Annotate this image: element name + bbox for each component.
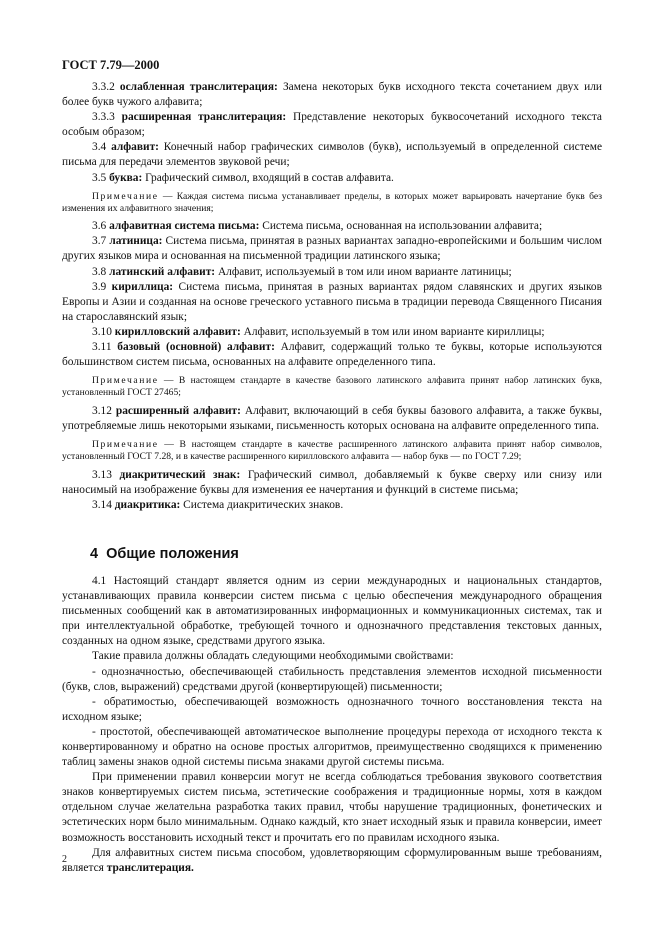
definition-3-3-2	[62, 80, 602, 110]
def-text: Алфавит, содержащий только те буквы, которые используются большинством систем письма, основанных на алфавите определенного типа.	[62, 341, 603, 369]
def-text: Алфавит, используемый в том или ином варианте латиницы;	[215, 265, 512, 278]
definition-3-3-3	[62, 110, 602, 140]
note-label: Примечание	[92, 190, 159, 202]
def-text: Алфавит, используемый в том или ином варианте кириллицы;	[240, 325, 545, 338]
def-term: диакритика:	[114, 498, 181, 511]
definition-3-8	[62, 265, 602, 280]
def-number: 3.6	[92, 220, 107, 233]
definition-3-13	[62, 468, 602, 498]
section-heading	[62, 547, 602, 562]
paragraph-transliteration	[62, 846, 602, 876]
def-number: 3.14	[92, 498, 112, 511]
def-term: латиница:	[109, 235, 163, 248]
def-number: 3.9	[92, 280, 107, 293]
note-1	[62, 191, 602, 216]
def-term: расширенная транслитерация:	[121, 111, 287, 124]
def-term: алфавитная система письма:	[109, 220, 260, 233]
note-text: — В настоящем стандарте в качестве базового латинского алфавита принят набор латинских букв, установленный ГОСТ 27465;	[62, 375, 602, 399]
definition-3-9	[62, 280, 602, 325]
definition-3-7	[62, 234, 602, 264]
list-item-reversibility: - обратимостью, обеспечивающей возможность однозначного точного восстановления текста на исходном языке;	[62, 695, 602, 723]
def-term: кирилловский алфавит:	[114, 325, 241, 338]
document-header: ГОСТ 7.79—2000	[62, 58, 160, 72]
note-text: — Каждая система письма устанавливает пределы, в которых может варьировать начертание букв без изменения их алфавитного значения;	[62, 190, 602, 214]
def-number: 3.8	[92, 265, 107, 278]
def-number: 3.4	[92, 141, 107, 154]
def-number: 3.3.3	[92, 111, 115, 124]
section-number: 4	[90, 545, 99, 562]
def-text: Система письма, принятая в разных вариантах западно-европейскими и большим числом других языков мира и основанная на письменной традиции латинского языка;	[62, 235, 602, 263]
def-text: Система диакритических знаков.	[180, 498, 344, 511]
definition-3-6	[62, 219, 602, 234]
note-3	[62, 439, 602, 464]
definition-3-4	[62, 140, 602, 170]
paragraph-term: транслитерация.	[106, 861, 194, 874]
def-number: 3.11	[92, 341, 112, 353]
paragraph-4-1: 4.1 Настоящий стандарт является одним из серии международных и национальных стандартов, устанавливающих правила конверсии систем письма с целью обеспечения международного обращения письменных сообщений как в автоматизированных информационных и коммуникационных системах, так и при интеллектуальной обработке, требующей точного и однозначного представления текстовых данных, созданных на одном языке, средствами другого языка.	[62, 574, 602, 648]
def-text: Алфавит, включающий в себя буквы базового алфавита, а также буквы, употребляемые лишь некоторыми языками, письменность которых основана на алфавите определенного типа.	[62, 404, 602, 432]
def-term: диакритический знак:	[119, 468, 241, 481]
note-text: — В настоящем стандарте в качестве расширенного латинского алфавита принят набор символов, установленный ГОСТ 7.28, и в качестве расширенного кирилловского алфавита — набор букв — по ГОСТ 7.29;	[62, 438, 602, 463]
def-number: 3.7	[92, 235, 107, 248]
note-label: Примечание	[92, 375, 159, 387]
def-term: базовый (основной) алфавит:	[117, 341, 275, 353]
paragraph-conversion-rules: При применении правил конверсии могут не всегда соблюдаться требования звукового соответствия знаков конвертируемых систем письма, эстетические соображения и традиционные нормы, хотя в каждом отдельном случае желательна разработка таких правил, чтобы нарушение традиционных, фонетических и эстетических норм было минимальным. Однако каждый, кто знает исходный язык и правила конверсии, имеет возможность восстановить исходный текст и прочитать его по правилам исходного языка.	[62, 771, 602, 844]
document-body	[62, 80, 602, 876]
definition-3-14	[62, 498, 602, 513]
def-number: 3.10	[92, 325, 112, 338]
definition-3-5	[62, 171, 602, 186]
definition-3-12	[62, 404, 602, 434]
def-text: Графический символ, входящий в состав алфавита.	[142, 171, 394, 184]
def-text: Конечный набор графических символов (букв), используемый в определенной системе письма для передачи элементов звуковой речи;	[62, 141, 602, 169]
def-number: 3.12	[92, 404, 112, 417]
def-number: 3.3.2	[92, 81, 115, 93]
def-text: Система письма, принятая в разных вариантах рядом славянских и других языков Европы и Азии и созданная на основе греческого уставного письма в традиции перевода Священного Писания на старославянский язык;	[62, 280, 602, 323]
note-2	[62, 375, 602, 400]
list-item-simplicity: - простотой, обеспечивающей автоматическое выполнение процедуры перехода от исходного текста к конвертированному и обратно на основе простых алгоритмов, преимущественно сводящихся к применению таблиц замены знаков одной системы письма знаками другой системы письма.	[62, 725, 602, 769]
def-text: Графический символ, добавляемый к букве сверху или снизу или наносимый на изображение буквы для изменения ее начертания и функций в системе письма;	[62, 468, 602, 496]
def-number: 3.13	[92, 468, 112, 481]
section-title: Общие положения	[106, 545, 239, 562]
definition-3-11	[62, 340, 602, 370]
def-term: буква:	[109, 171, 143, 184]
page-number: 2	[62, 854, 67, 865]
def-term: алфавит:	[111, 141, 159, 154]
paragraph-properties-intro: Такие правила должны обладать следующими необходимыми свойствами:	[92, 650, 454, 663]
def-term: ослабленная транслитерация:	[119, 81, 278, 93]
paragraph-text: Для алфавитных систем письма способом, удовлетворяющим сформулированным выше требованиям, является	[62, 846, 602, 874]
def-term: расширенный алфавит:	[115, 404, 241, 417]
definition-3-10	[62, 325, 602, 340]
def-text: Представление некоторых буквосочетаний исходного текста особым образом;	[62, 111, 602, 139]
def-text: Система письма, основанная на использовании алфавита;	[259, 220, 543, 233]
def-text: Замена некоторых букв исходного текста сочетанием двух или более букв чужого алфавита;	[62, 81, 602, 109]
list-item-unambiguity: - однозначностью, обеспечивающей стабильность представления элементов исходной письменности (букв, слов, выражений) средствами другой (конвертирующей) письменности;	[62, 665, 602, 693]
def-number: 3.5	[92, 171, 107, 184]
note-label: Примечание	[92, 438, 159, 450]
def-term: кириллица:	[111, 280, 174, 293]
def-term: латинский алфавит:	[109, 265, 216, 278]
